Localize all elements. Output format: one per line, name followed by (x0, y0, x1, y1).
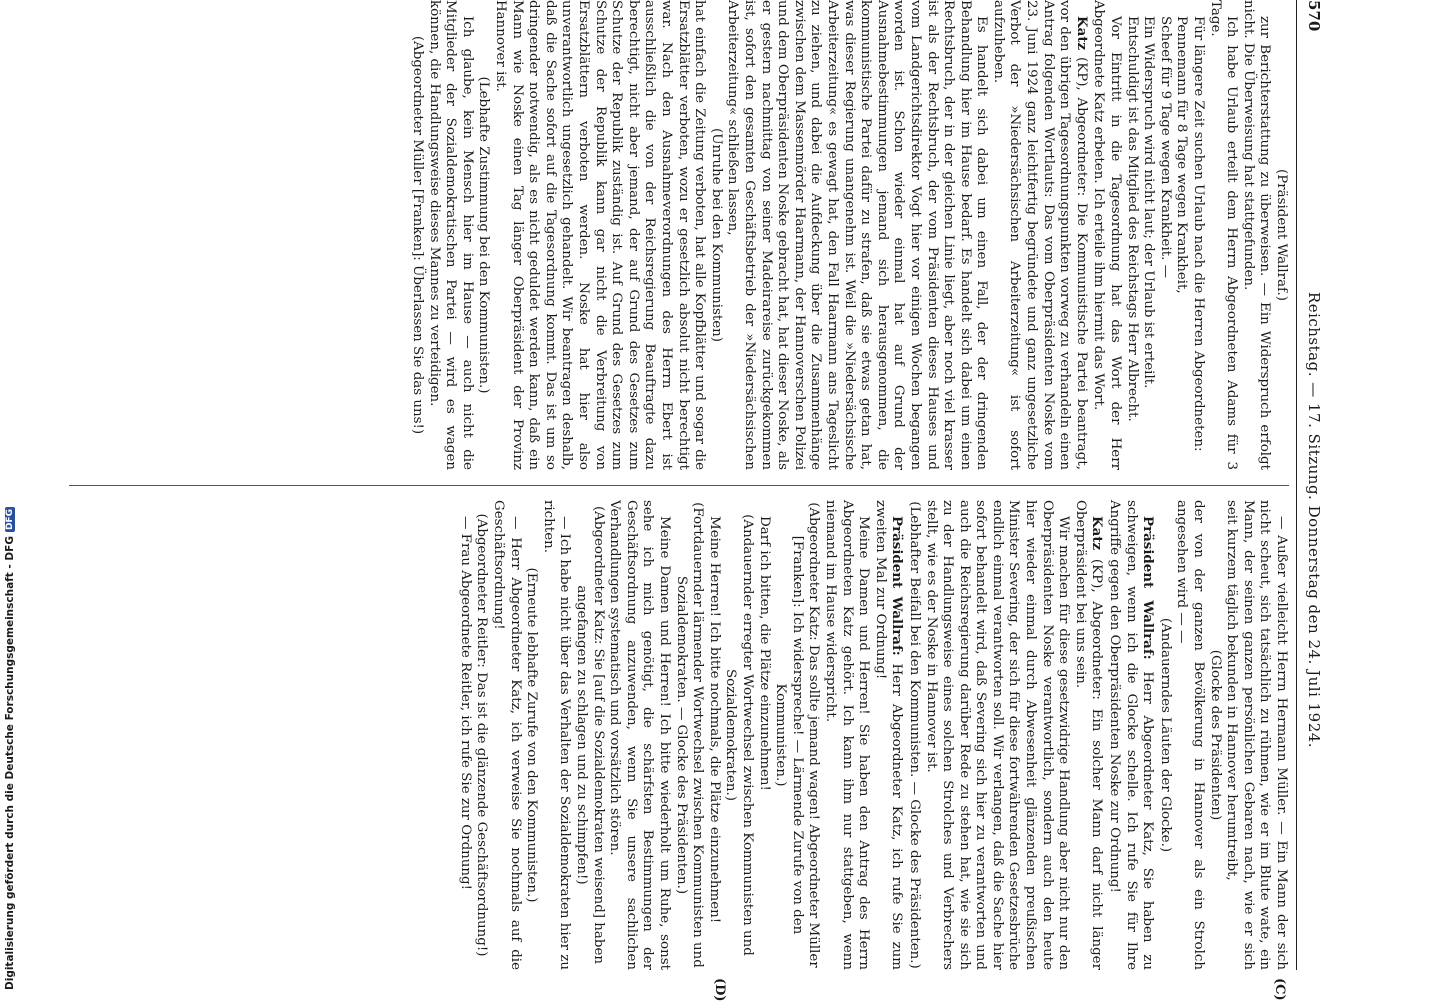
left-column (409, 0, 1289, 470)
margin-mark-d: (D) (712, 978, 727, 1002)
stage-direction: (Präsident Wallraf.) (1274, 168, 1289, 302)
speaker-name: Katz (1089, 516, 1106, 551)
paragraph: der von der ganzen Bevölkerung in Hannover als ein Strolch angesehen wird — — (1174, 500, 1207, 970)
speaker-name: Katz (1073, 16, 1090, 51)
right-column (456, 500, 1289, 970)
stage-direction: (Fortdauernder lärmender Wortwechsel zwischen Kommunisten und Sozialdemokraten. — Glocke des Präsidenten.) (673, 502, 706, 968)
speech-text: Herr Abgeordneter Katz, Sie haben zu schweigen, wenn ich die Glocke schelle. Ich rufe Sie für Ihre Angriffe gegen den Oberpräsidenten Noske zur Ordnung! (1107, 500, 1156, 970)
stage-direction: (Abgeordneter Müller [Franken]: Überlassen Sie das uns!) (410, 35, 426, 435)
stage-direction: (Abgeordneter Katz: Das sollte jemand wagen! Abgeordneter Müller [Franken]: Ich widerspreche! — Lärmende Zurufe von den Kommunisten.) (773, 502, 822, 968)
stage-direction: (Abgeordneter Reitler: Das ist die glänzende Geschäftsordnung!) (474, 513, 490, 957)
paragraph: Ein Widerspruch wird nicht laut; der Urlaub ist erteilt. (1141, 16, 1157, 389)
paragraph: — Frau Abgeordnete Reitler, ich rufe Sie zur Ordnung! (457, 516, 473, 890)
page-header (1301, 0, 1327, 970)
speech-paragraph (1105, 500, 1156, 970)
paragraph: Pennemann für 8 Tage wegen Krankheit, (1174, 16, 1190, 294)
stage-direction: (Andauerndes Läuten der Glocke.) (1157, 617, 1173, 853)
rotated-page-content (37, 0, 1327, 1002)
speaker-name: Präsident Wallraf: (1140, 516, 1157, 660)
stage-direction: (Erneute lebhafte Zurufe von den Kommunisten.) (524, 567, 540, 903)
footer-strip (2, 509, 18, 990)
speech-paragraph (871, 500, 905, 970)
speech-text: Herr Abgeordneter Katz, ich rufe Sie zum zweiten Mal zur Ordnung! (872, 500, 905, 970)
speech-text: (KP), Abgeordneter: Ein solcher Mann darf nicht länger Oberpräsident bei uns sein. (1072, 500, 1105, 970)
paragraph: Ich habe Urlaub erteilt dem Herrn Abgeordneten Adams für 3 Tage. (1207, 0, 1240, 470)
paragraph: Meine Damen und Herren! Sie haben den Antrag des Herrn Abgeordneten Katz gehört. Ich kann ihm nur stattgeben, wenn niemand im Hause widerspricht. (822, 500, 872, 970)
paragraph: Für längere Zeit suchen Urlaub nach die Herren Abgeordneten: (1191, 16, 1207, 452)
paragraph: Es handelt sich dabei um einen Fall, der der dringenden Behandlung hier im Hause bedarf. Es handelt sich dabei um einen Rechtsbruch, der in der gleichen Linie liegt, aber noch viel krasser ist als der Rechtsbruch, der vom Präsidenten dieses Hauses und vom Landgerichtsdirektor Vogt hier vor einigen Wochen begangen worden ist. Schon wieder einmal hat auf Grund der Ausnahmebestimmungen jemand sich herausgenommen, die kommunistische Partei dafür zu strafen, daß sie etwas getan hat, was dieser Regierung unangenehm ist. Weil die »Niedersächsische Arbeiterzeitung« es gewagt hat, den Fall Haarmann ans Tageslicht zu ziehen, und dabei die Aufdeckung über die Zusammenhänge zwischen dem Massenmörder Haarmann, der Hannoverschen Polizei und dem Oberpräsidenten Noske gebracht hat, hat dieser Noske, als er gestern nachmittag von seiner Madeirareise zurückgekommen ist, sofort den gesamten Geschäftsbetrieb der »Niedersächsischen Arbeiterzeitung« schließen lassen, (725, 0, 990, 470)
stage-direction: (Andauernder erregter Wortwechsel zwischen Kommunisten und Sozialdemokraten.) (723, 514, 755, 956)
paragraph: hat einfach die Zeitung verboten, hat alle Kopfblätter und sogar die Ersatzblätter verboten, wozu er gesetzlich absolut nicht berechtigt war. Nach den Ausnahmeverordnungen des Herrn Ebert ist ausschließlich die von der Reichsregierung Beauftragte dazu berechtigt, nicht aber jemand, der auf Grund des Gesetzes zum Schutze der Republik zuständig ist. Auf Grund des Gesetzes zum Schutze der Republik kann gar nicht die Verbreitung von Ersatzblättern verboten werden. Noske hat hier also unverantwortlich ungesetzlich gehandelt. Wir beantragen deshalb, daß die Sache sofort auf die Tagesordnung kommt. Das ist um so dringender notwendig, als es nicht geduldet werden kann, daß ein Mann wie Noske einen Tag länger Oberpräsident der Provinz Hannover ist. (493, 0, 708, 470)
stage-direction: (Lebhafter Beifall bei den Kommunisten. — Glocke des Präsidenten.) (906, 501, 922, 969)
paragraph: Darf ich bitten, die Plätze einzunehmen! (756, 516, 772, 791)
paragraph: Wir machen für diese gesetzwidrige Handlung aber nicht nur den Oberpräsidenten Noske verantwortlich, sondern auch den heute hier wieder einmal durch Abwesenheit glänzenden preußischen Minister Severing, der sich für diese fortwährenden Gesetzesbrüche endlich einmal verantworten soll. Wir verlangen, daß die Sache hier sofort behandelt wird, daß Severing sich hier zu verantworten und auch die Reichsregierung darüber Rede zu stehen hat, wie sie sich zu der Handlungsweise eines solchen Strolches und Verbrechers stellt, wie es der Noske in Hannover ist. (923, 500, 1072, 970)
stage-direction: (Lebhafte Zustimmung bei den Kommunisten.) (476, 76, 492, 394)
paragraph: Meine Herren! Ich bitte nochmals, die Plätze einzunehmen! (706, 516, 722, 924)
paragraph: Vor Eintritt in die Tagesordnung hat das Wort der Herr Abgeordnete Katz erbeten. Ich erteile ihm hiermit das Wort. (1091, 0, 1124, 470)
speech-paragraph (1071, 500, 1105, 970)
stage-direction: (Abgeordneter Katz: Sie [auf die Sozialdemokraten weisend] haben angefangen zu schlagen und zu schimpfen!) (574, 505, 606, 965)
footer-credit (2, 509, 18, 990)
header-rule (1296, 0, 1297, 970)
speech-paragraph (989, 0, 1090, 470)
dfg-logo-icon: DFG (5, 509, 15, 531)
paragraph: Scheef für 9 Tage wegen Krankheit. — (1157, 16, 1173, 279)
column-divider (69, 485, 1289, 486)
page-title: Reichstag. — 17. Sitzung. Donnerstag den 24. Juli 1924. (1305, 291, 1323, 749)
page-number: 570 (1305, 0, 1323, 32)
stage-direction: (Glocke des Präsidenten) (1207, 649, 1223, 821)
margin-mark-c: (C) (1272, 978, 1287, 1001)
paragraph: Entschuldigt ist das Mitglied des Reichstags Herr Albrecht. (1124, 16, 1140, 422)
paragraph: Ich glaube, kein Mensch hier im Hause — auch nicht die Mitglieder der Sozialdemokratischen Partei — wird es wagen können, die Handlungsweise dieses Mannes zu verteidigen. (426, 0, 475, 470)
speech-text: (KP), Abgeordneter: Die Kommunistische Partei beantragt, vor den übrigen Tagesordnungspunkten vorweg zu verhandeln einen Antrag folgenden Wortlauts: Das vom Oberpräsidenten Noske vom 23. Juni 1924 ganz leichtfertig begründete und ganz ungesetzliche Verbot der »Niedersächsischen Arbeiterzeitung« ist sofort aufzuheben. (990, 0, 1089, 470)
paragraph: — Herr Abgeordneter Katz, ich verweise Sie nochmals auf die Geschäftsordnung! (491, 500, 523, 970)
paragraph: Meine Damen und Herren! Ich bitte wiederholt um Ruhe, sonst sehe ich mich genötigt, die schärfsten Bestimmungen der Geschäftsordnung anzuwenden, wenn Sie unsere sachlichen Verhandlungen systematisch und vorsätzlich stören. (607, 500, 673, 970)
paragraph: zur Berichterstattung zu überweisen. — Ein Widerspruch erfolgt nicht. Die Überweisung hat stattgefunden. (1240, 0, 1273, 470)
paragraph: — Außer vielleicht Herrn Hermann Müller. — Ein Mann der sich nicht scheut, sich tatsächlich zu rühmen, wie er im Blute wate, ein Mann, der seinen ganzen persönlichen Gebaren nach, wie er sich seit kurzem täglich bekunden in Hannover herumtreibt, (1224, 500, 1289, 970)
paragraph: — Ich habe nicht über das Verhalten der Sozialdemokraten hier zu richten. (540, 500, 573, 970)
footer-text: Digitalisierung gefördert durch die Deutsche Forschungsgemeinschaft - DFG (4, 536, 16, 990)
speaker-name: Präsident Wallraf: (889, 516, 906, 656)
stage-direction: (Unruhe bei den Kommunisten) (708, 127, 724, 343)
